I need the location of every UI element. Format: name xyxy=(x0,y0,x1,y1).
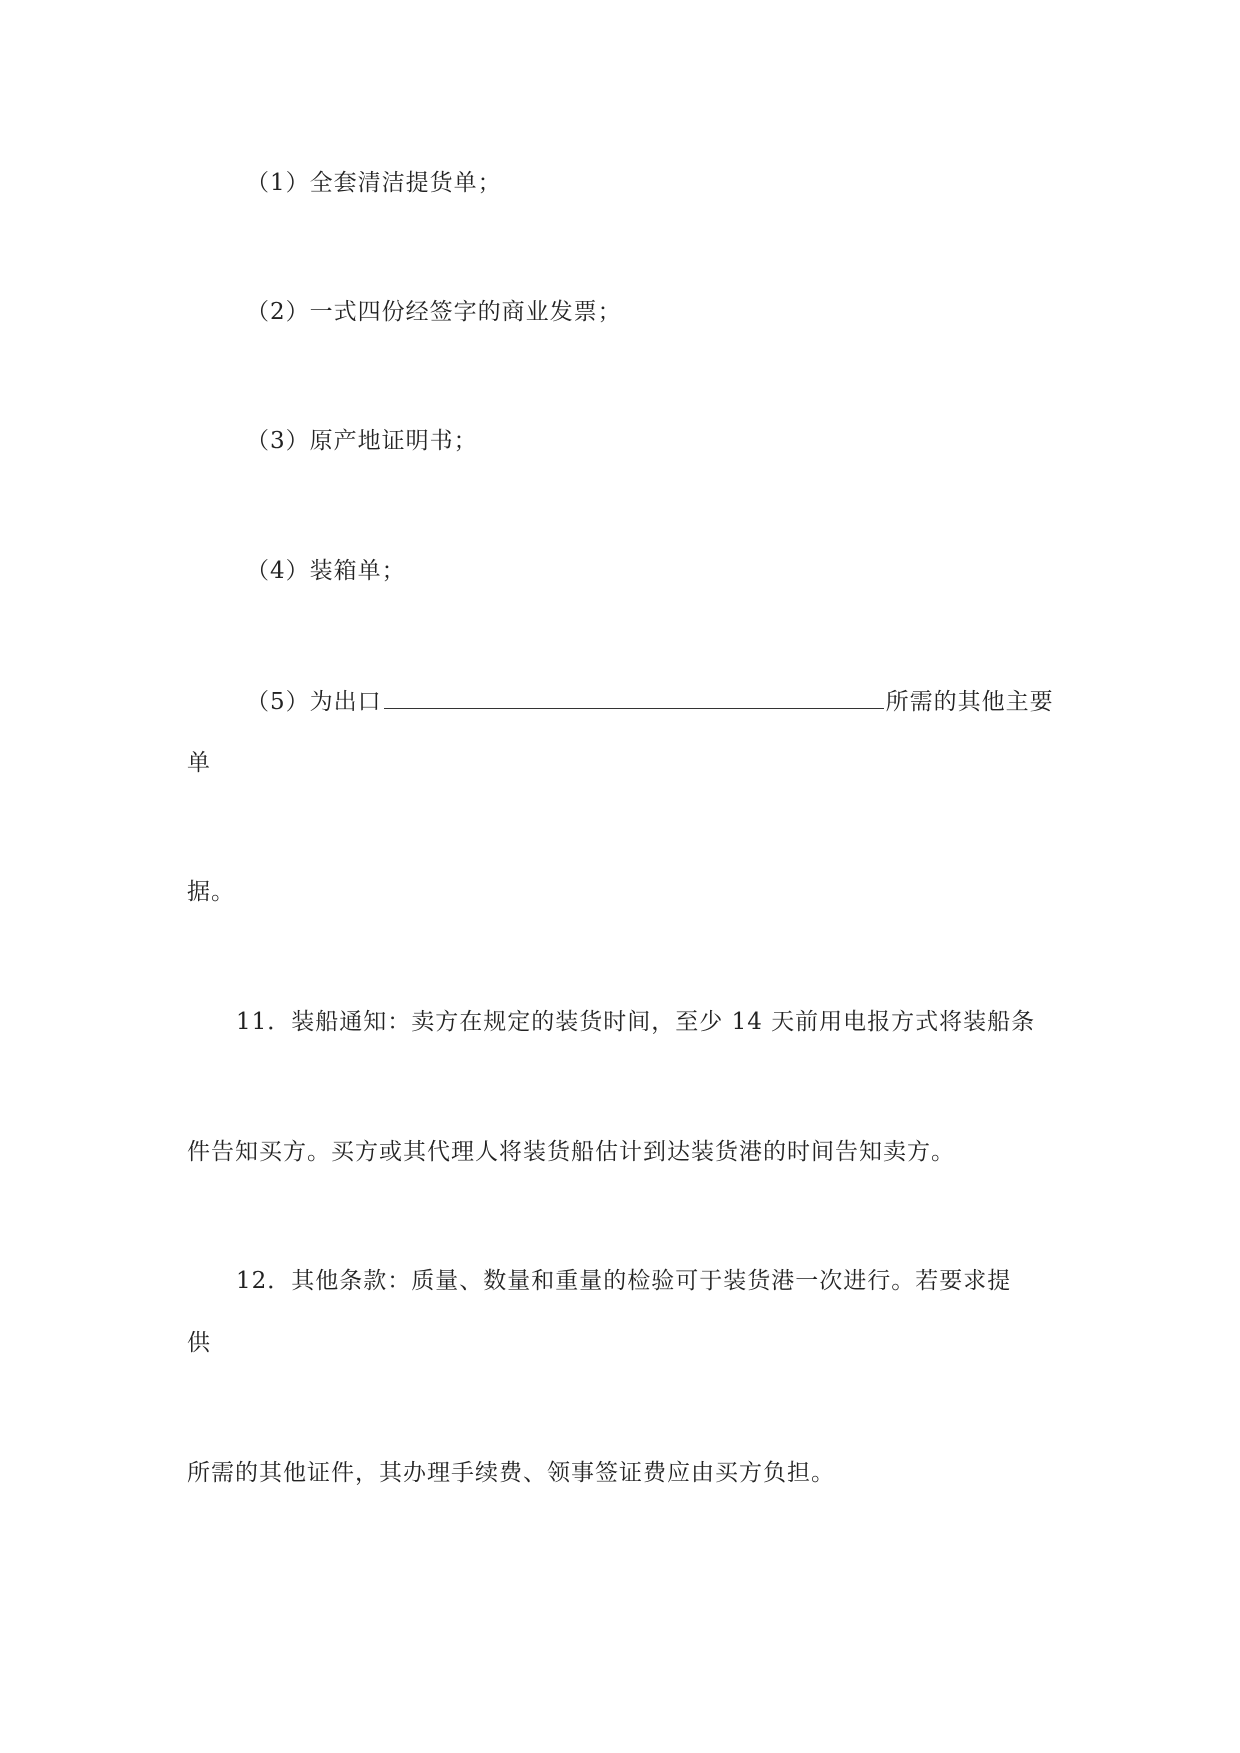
list-item-2: （2）一式四份经签字的商业发票； xyxy=(246,299,622,325)
fill-in-blank xyxy=(384,686,884,709)
list-item-5-wrap-2: 据。 xyxy=(187,879,235,905)
list-item-5-suffix: 所需的其他主要 xyxy=(885,689,1054,715)
list-item-4: （4）装箱单； xyxy=(246,558,406,584)
clause-12-line-1: 12．其他条款：质量、数量和重量的检验可于装货港一次进行。若要求提 xyxy=(236,1268,1012,1294)
clause-12-line-3: 所需的其他证件，其办理手续费、领事签证费应由买方负担。 xyxy=(187,1460,835,1486)
list-item-5-prefix: （5）为出口 xyxy=(246,689,382,715)
list-item-5-wrap-1: 单 xyxy=(187,750,211,776)
clause-11-line-1: 11．装船通知：卖方在规定的装货时间，至少 14 天前用电报方式将装船条 xyxy=(236,1009,1036,1035)
list-item-1: （1）全套清洁提货单； xyxy=(246,170,502,196)
list-item-5 xyxy=(246,686,1054,717)
clause-12-line-2: 供 xyxy=(187,1330,211,1356)
list-item-3: （3）原产地证明书； xyxy=(246,428,478,454)
clause-11-line-2: 件告知买方。买方或其代理人将装货船估计到达装货港的时间告知卖方。 xyxy=(187,1139,955,1165)
